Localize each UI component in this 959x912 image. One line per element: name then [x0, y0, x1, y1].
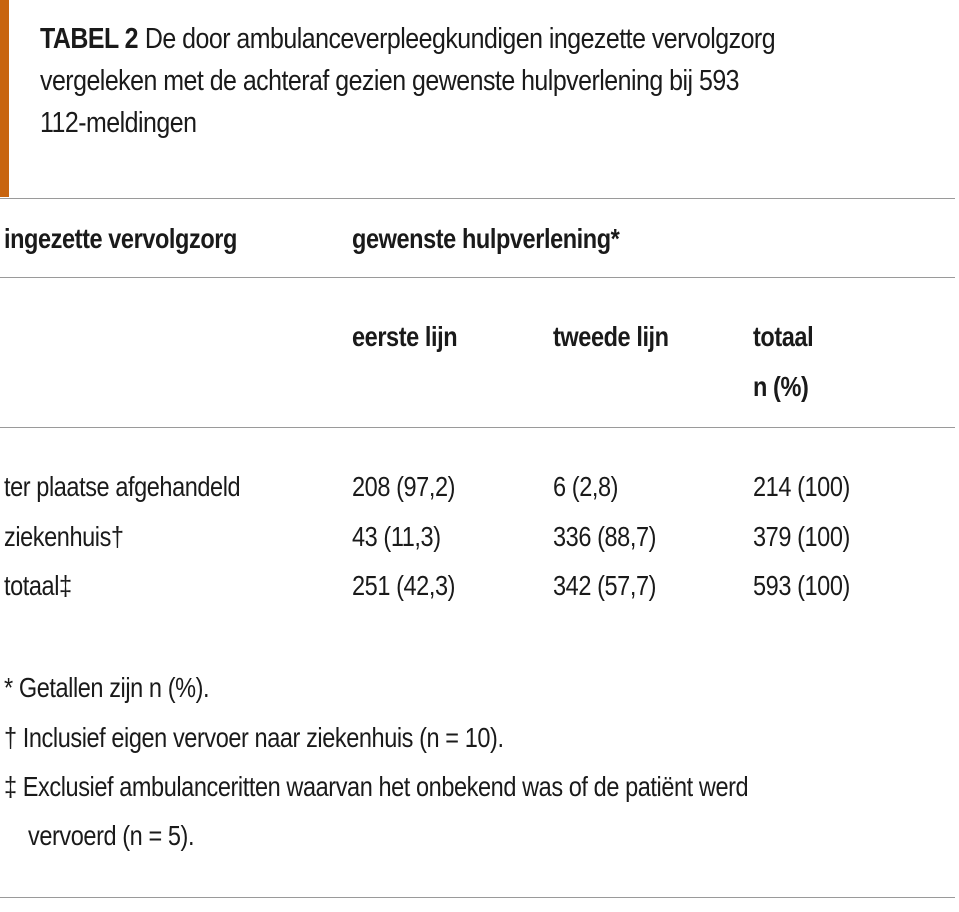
cell-totaal: 214 (100): [753, 471, 850, 502]
row-label: ziekenhuis†: [4, 521, 124, 552]
column-header-eerste-lijn: eerste lijn: [352, 321, 458, 352]
table-number: TABEL 2: [40, 23, 139, 55]
group-header-rule: [0, 277, 955, 278]
cell-eerste-lijn: 208 (97,2): [352, 471, 456, 502]
cell-tweede-lijn: 6 (2,8): [553, 471, 619, 502]
top-rule: [0, 198, 955, 199]
cell-tweede-lijn: 342 (57,7): [553, 570, 657, 601]
footnote: † Inclusief eigen vervoer naar ziekenhuis (n = 10).: [4, 722, 504, 753]
column-header-totaal: totaal: [753, 321, 814, 352]
column-header-tweede-lijn: tweede lijn: [553, 321, 669, 352]
footnote-continuation: vervoerd (n = 5).: [28, 820, 195, 851]
cell-eerste-lijn: 43 (11,3): [352, 521, 441, 552]
cell-eerste-lijn: 251 (42,3): [352, 570, 456, 601]
title-accent-bar: [0, 0, 9, 197]
bottom-rule: [0, 897, 955, 898]
footnote: ‡ Exclusief ambulanceritten waarvan het onbekend was of de patiënt werd: [4, 771, 749, 802]
cell-tweede-lijn: 336 (88,7): [553, 521, 657, 552]
row-label: ter plaatse afgehandeld: [4, 471, 241, 502]
group-header: gewenste hulpverlening*: [352, 223, 620, 254]
table-title: [40, 18, 827, 144]
row-header-label: ingezette vervolgzorg: [4, 223, 237, 254]
table-title-line-3: 112-meldingen: [40, 107, 197, 139]
table-title-text-1: De door ambulanceverpleegkundigen ingezette vervolgzorg: [144, 23, 776, 55]
table-title-line-1: [40, 18, 827, 60]
column-header-totaal-unit: n (%): [753, 371, 809, 402]
cell-totaal: 379 (100): [753, 521, 850, 552]
footnote: * Getallen zijn n (%).: [4, 672, 210, 703]
column-header-rule: [0, 427, 955, 428]
row-label: totaal‡: [4, 570, 72, 601]
table-title-line-2: vergeleken met de achteraf gezien gewenste hulpverlening bij 593: [40, 65, 740, 97]
cell-totaal: 593 (100): [753, 570, 850, 601]
